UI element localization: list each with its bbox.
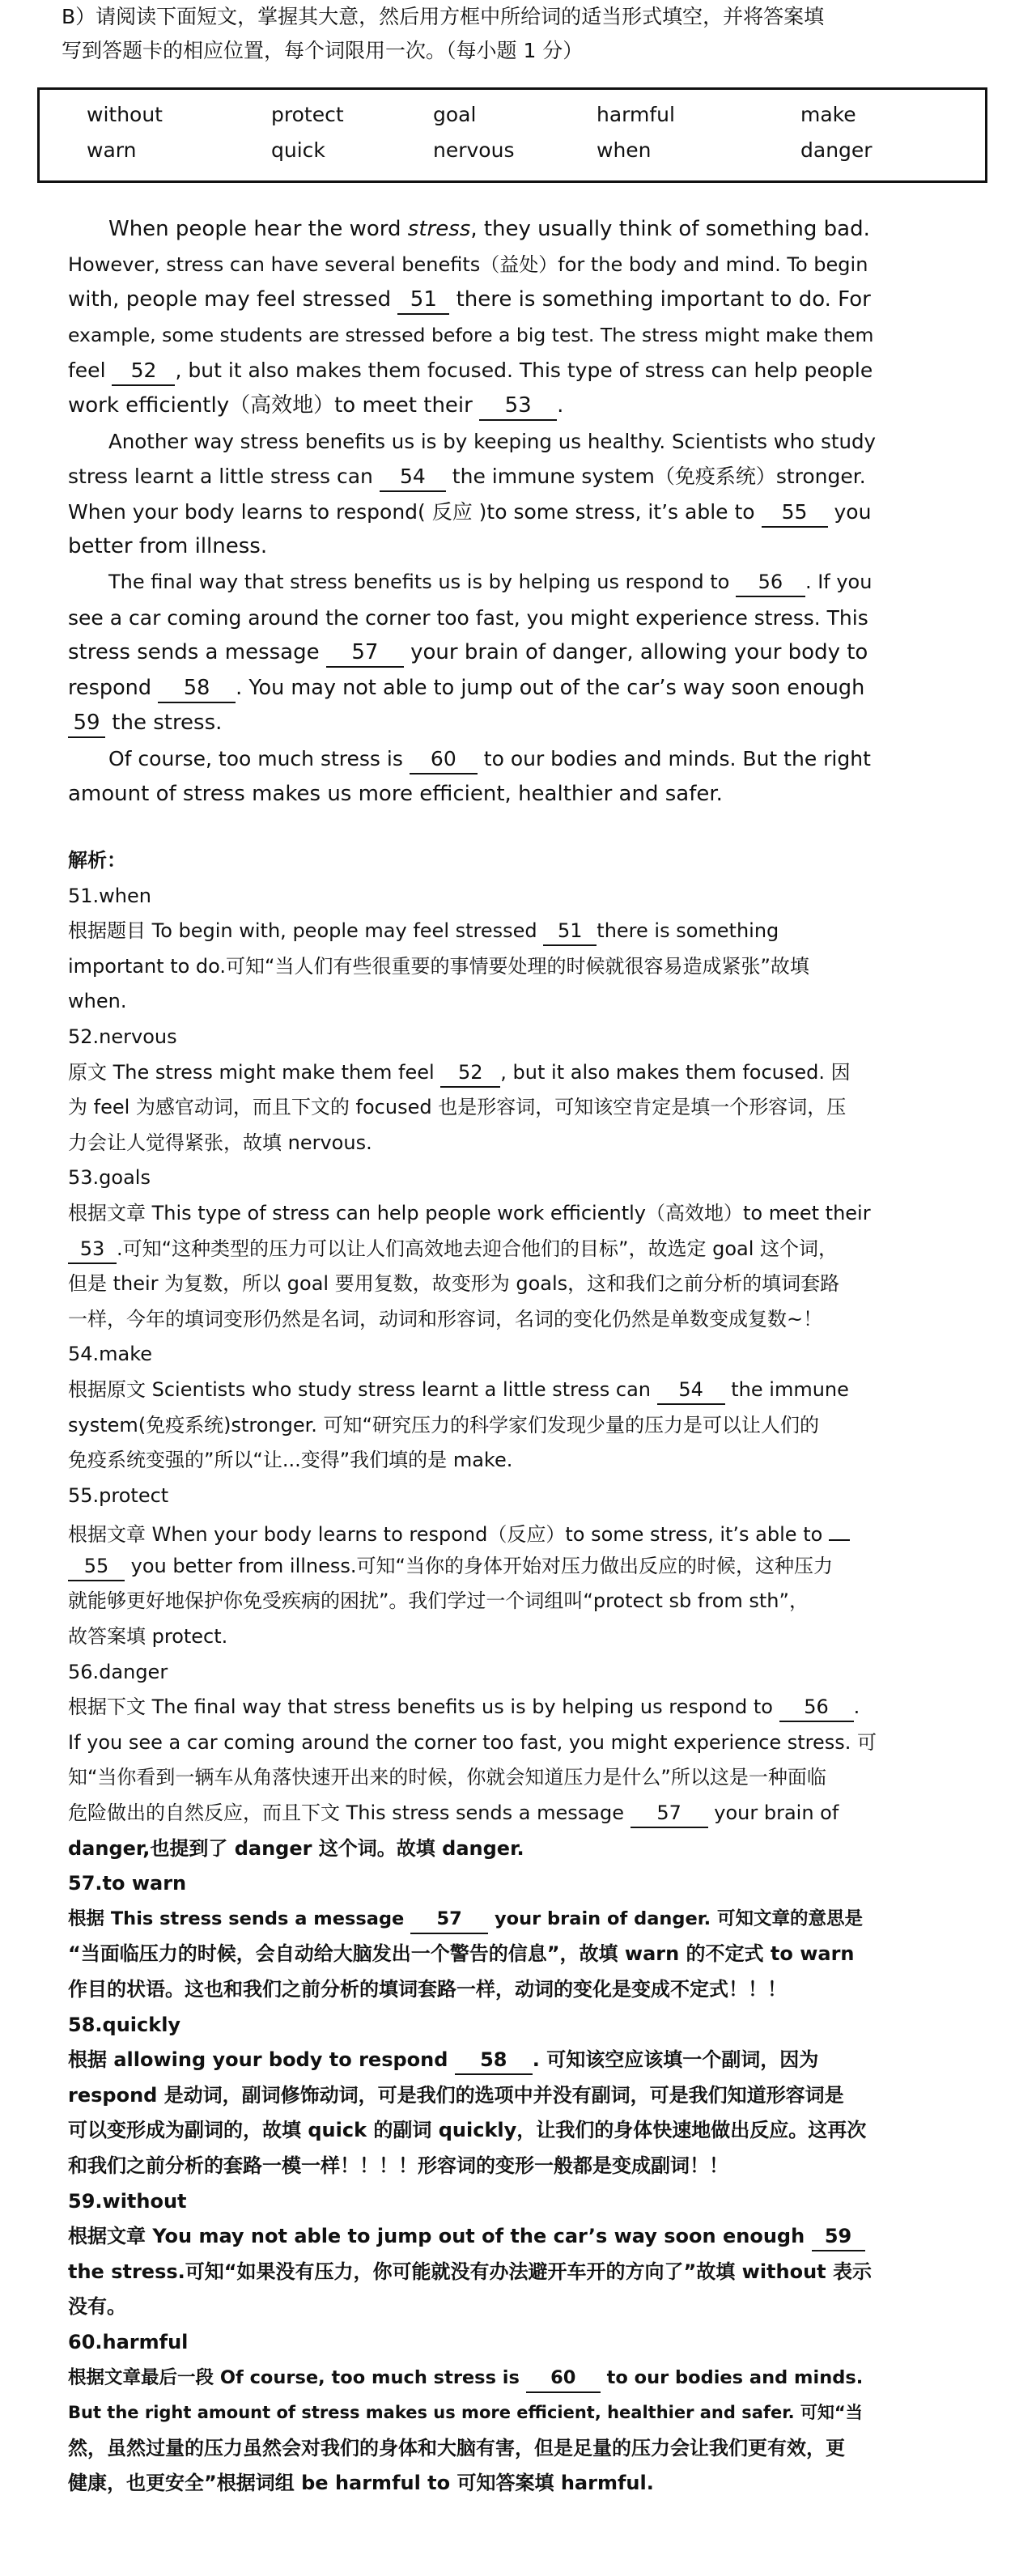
analysis-text: to our bodies and minds.	[600, 2366, 864, 2388]
analysis-text: 根据 This stress sends a message	[68, 1908, 411, 1929]
passage-text: see a car coming around the corner too fast, you might experience stress. This	[68, 605, 868, 630]
passage-text: The final way that stress benefits us is by helping us respond to	[108, 570, 736, 593]
passage-text: you	[827, 499, 872, 524]
analysis-text: 危险做出的自然反应，而且下文 This stress sends a message	[68, 1802, 631, 1825]
passage-text: your brain of danger, allowing your body to	[403, 640, 868, 665]
analysis-blank: 52	[440, 1060, 500, 1088]
passage-line	[68, 601, 877, 636]
blank-60[interactable]: 60	[410, 747, 478, 774]
passage-line	[68, 248, 877, 283]
analysis-line	[68, 2361, 877, 2396]
analysis-line: 根据文章 This type of stress can help people work efficiently（高效地）to meet their	[68, 1201, 871, 1224]
analysis-section	[68, 843, 877, 2502]
analysis-line	[68, 1513, 877, 1549]
analysis-text: there is something	[597, 919, 779, 943]
passage-text: the stress.	[105, 711, 223, 736]
word-box-item: danger	[800, 138, 873, 162]
analysis-line: 力会让人觉得紧张，故填 nervous.	[68, 1131, 372, 1154]
passage-text: there is something important to do. For	[449, 287, 871, 312]
analysis-blank: 57	[410, 1907, 488, 1934]
analysis-text: 根据文章 When your body learns to respond（反应）to some stress, it’s able to	[68, 1523, 829, 1547]
analysis-blank: 57	[631, 1801, 708, 1828]
analysis-blank: 58	[455, 2048, 533, 2075]
blank-52[interactable]: 52	[112, 359, 175, 386]
instructions	[62, 0, 984, 68]
word-box-item: protect	[271, 103, 344, 126]
analysis-line: 但是 their 为复数，所以 goal 要用复数，故变形为 goals，这和我们之前分析的填词套路	[68, 1272, 840, 1296]
passage-text: feel	[68, 359, 113, 383]
analysis-line: 一样，今年的填词变形仍然是名词，动词和形容词，名词的变化仍然是单数变成复数~！	[68, 1307, 823, 1330]
passage-text: Of course, too much stress is	[108, 746, 410, 770]
passage-text: example, some students are stressed before a big test. The stress might make them	[68, 323, 874, 346]
analysis-line	[68, 914, 877, 949]
analysis-line	[68, 1549, 877, 1585]
analysis-line: when.	[68, 990, 127, 1013]
answer-heading-54: 54.make	[68, 1343, 153, 1366]
passage-line	[68, 212, 877, 248]
passage-line	[68, 565, 877, 601]
word-box-item: quick	[271, 138, 325, 162]
passage-text: stress	[407, 217, 471, 241]
analysis-text: 原文 The stress might make them feel	[68, 1060, 441, 1084]
analysis-line	[68, 2043, 877, 2078]
word-box-item: without	[87, 103, 163, 126]
passage-line	[68, 353, 877, 388]
passage-text: . You may not able to jump out of the car’s way soon enough	[236, 675, 865, 700]
passage-text: to our bodies and minds. But the right	[477, 746, 871, 770]
blank-56[interactable]: 56	[736, 570, 805, 597]
passage-text: When people hear the word	[108, 217, 408, 241]
analysis-line: 免疫系统变强的”所以“让...变得”我们填的是 make.	[68, 1449, 513, 1472]
analysis-line: 故答案填 protect.	[68, 1625, 228, 1649]
passage	[68, 212, 877, 812]
analysis-blank	[829, 1513, 850, 1541]
blank-57[interactable]: 57	[326, 640, 404, 668]
passage-line	[68, 706, 877, 741]
analysis-line: 就能够更好地保护你免受疾病的困扰”。我们学过一个词组叫“protect sb from sth”，	[68, 1589, 809, 1613]
analysis-blank: 59	[812, 2224, 865, 2251]
answer-heading-52: 52.nervous	[68, 1025, 177, 1048]
passage-text: .	[557, 393, 564, 418]
passage-text: stress sends a message	[68, 640, 326, 665]
word-box	[37, 87, 987, 183]
analysis-blank: 51	[543, 919, 597, 946]
passage-line	[68, 318, 877, 354]
word-box-item: when	[597, 138, 652, 162]
passage-text: with, people may feel stressed	[68, 287, 398, 312]
answer-heading-56: 56.danger	[68, 1660, 168, 1683]
answer-heading-60: 60.harmful	[68, 2330, 189, 2353]
passage-line	[68, 424, 877, 460]
analysis-text: 根据文章 You may not able to jump out of the car’s way soon enough	[68, 2225, 812, 2248]
passage-text: , but it also makes them focused. This type of stress can help people	[175, 359, 873, 383]
analysis-text: .可知“这种类型的压力可以让人们高效地去迎合他们的目标”，故选定 goal 这个词，	[117, 1237, 839, 1260]
analysis-line	[68, 1902, 877, 1937]
answer-heading-59: 59.without	[68, 2189, 187, 2213]
passage-text: Another way stress benefits us is by keeping us healthy. Scientists who study	[108, 429, 877, 453]
passage-line	[68, 741, 877, 777]
analysis-text: 根据下文 The final way that stress benefits us is by helping us respond to	[68, 1695, 779, 1719]
passage-text: amount of stress makes us more efficient, healthier and safer.	[68, 781, 723, 806]
analysis-blank: 55	[68, 1554, 125, 1581]
analysis-text: your brain of	[707, 1802, 839, 1825]
word-box-item: warn	[87, 138, 137, 162]
passage-text: When your body learns to respond( 反应 )to some stress, it’s able to	[68, 499, 762, 524]
analysis-line: respond 是动词，副词修饰动词，可是我们的选项中并没有副词，可是我们知道形容词是	[68, 2083, 844, 2107]
analysis-blank: 56	[779, 1695, 854, 1722]
analysis-line: 然，虽然过量的压力虽然会对我们的身体和大脑有害，但是足量的压力会让我们更有效，更	[68, 2436, 845, 2459]
analysis-line	[68, 1232, 877, 1267]
analysis-line: 健康，也更安全”根据词组 be harmful to 可知答案填 harmful.	[68, 2472, 654, 2495]
passage-line	[68, 671, 877, 707]
analysis-blank: 53	[68, 1237, 117, 1264]
analysis-line: 作目的状语。这也和我们之前分析的填词套路一样，动词的变化是变成不定式！！！	[68, 1978, 787, 2001]
analysis-text: . 可知该空应该填一个副词，因为	[532, 2048, 819, 2072]
analysis-line: 没有。	[68, 2295, 126, 2319]
analysis-blank: 60	[526, 2366, 601, 2393]
word-box-item: make	[800, 103, 856, 126]
analysis-line: But the right amount of stress makes us more efficient, healthier and safer. 可知“当	[68, 2403, 863, 2423]
analysis-line: important to do.可知“当人们有些很重要的事情要处理的时候就很容易造成紧张”故填	[68, 954, 809, 978]
passage-line	[68, 777, 877, 813]
analysis-line: 知“当你看到一辆车从角落快速开出来的时候，你就会知道压力是什么”所以这是一种面临	[68, 1766, 826, 1789]
analysis-text: .	[853, 1695, 860, 1719]
answer-heading-53: 53.goals	[68, 1166, 151, 1190]
passage-text: work efficiently（高效地）to meet their	[68, 393, 480, 418]
analysis-line: If you see a car coming around the corner too fast, you might experience stress. 可	[68, 1730, 877, 1754]
passage-text: better from illness.	[68, 534, 268, 559]
analysis-line: 和我们之前分析的套路一模一样！！！！形容词的变形一般都是变成副词！！	[68, 2154, 728, 2177]
passage-line	[68, 529, 877, 565]
blank-53[interactable]: 53	[479, 393, 557, 421]
analysis-line: system(免疫系统)stronger. 可知“研究压力的科学家们发现少量的压力是可以让人们的	[68, 1413, 819, 1437]
answer-heading-58: 58.quickly	[68, 2013, 181, 2036]
answer-heading-51: 51.when	[68, 884, 151, 907]
passage-line	[68, 459, 877, 494]
blank-55[interactable]: 55	[762, 500, 828, 528]
analysis-text: you better from illness.可知“当你的身体开始对压力做出反应的时候，这种压力	[125, 1554, 833, 1577]
word-box-item: nervous	[433, 138, 515, 162]
answer-heading-55: 55.protect	[68, 1483, 169, 1507]
analysis-line	[68, 2219, 877, 2255]
passage-line	[68, 282, 877, 318]
passage-text: respond	[68, 675, 159, 700]
analysis-line: danger,也提到了 danger 这个词。故填 danger.	[68, 1836, 524, 1860]
passage-text: stress learnt a little stress can	[68, 465, 380, 489]
passage-line	[68, 635, 877, 671]
analysis-text: 根据文章最后一段 Of course, too much stress is	[68, 2366, 526, 2388]
answer-heading-57: 57.to warn	[68, 1872, 187, 1895]
passage-text: , they usually think of something bad.	[470, 217, 870, 241]
analysis-line	[68, 1055, 877, 1091]
blank-58[interactable]: 58	[158, 676, 236, 703]
analysis-text: 根据 allowing your body to respond	[68, 2048, 455, 2072]
analysis-line: “当面临压力的时候，会自动给大脑发出一个警告的信息”，故填 warn 的不定式 to warn	[68, 1942, 855, 1966]
analysis-text: 根据题目 To begin with, people may feel stressed	[68, 919, 544, 943]
analysis-line	[68, 1373, 877, 1408]
blank-54[interactable]: 54	[380, 465, 446, 492]
passage-text: the immune system（免疫系统）stronger.	[445, 465, 866, 489]
analysis-text: 根据原文 Scientists who study stress learnt a little stress can	[68, 1377, 657, 1401]
instruction-line: 写到答题卡的相应位置，每个词限用一次。（每小题 1 分）	[62, 39, 584, 62]
word-box-item: harmful	[597, 103, 675, 126]
analysis-title: 解析：	[68, 849, 126, 872]
blank-59[interactable]: 59	[68, 711, 105, 738]
passage-text: However, stress can have several benefits（益处）for the body and mind. To begin	[68, 253, 868, 276]
instruction-line: B）请阅读下面短文，掌握其大意，然后用方框中所给词的适当形式填空，并将答案填	[62, 5, 825, 28]
passage-line	[68, 388, 877, 424]
analysis-line: 为 feel 为感官动词，而且下文的 focused 也是形容词，可知该空肯定是填一个形容词，压	[68, 1096, 847, 1119]
analysis-text: the immune	[724, 1377, 849, 1401]
analysis-blank: 54	[657, 1377, 725, 1405]
passage-line	[68, 494, 877, 530]
analysis-text: , but it also makes them focused. 因	[500, 1060, 851, 1084]
analysis-line: the stress.可知“如果没有压力，你可能就没有办法避开车开的方向了”故填 without 表示	[68, 2260, 873, 2283]
word-box-item: goal	[433, 103, 477, 126]
analysis-line: 可以变形成为副词的，故填 quick 的副词 quickly，让我们的身体快速地做出反应。这再次	[68, 2119, 867, 2142]
passage-text: . If you	[805, 570, 873, 593]
analysis-line	[68, 1796, 877, 1831]
analysis-line	[68, 1690, 877, 1725]
analysis-text: your brain of danger. 可知文章的意思是	[488, 1908, 864, 1929]
blank-51[interactable]: 51	[397, 287, 449, 315]
